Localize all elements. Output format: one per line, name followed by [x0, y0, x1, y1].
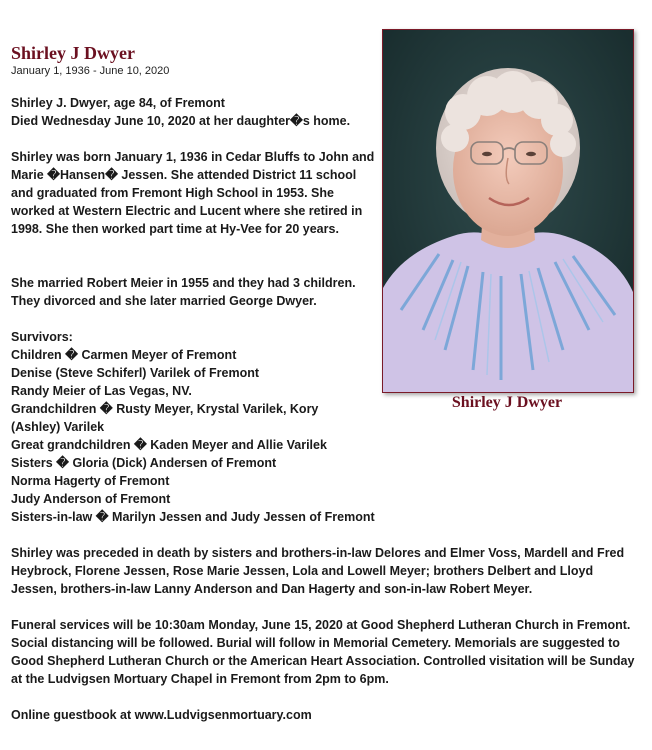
portrait-illustration — [383, 30, 633, 392]
survivor-line: Sisters � Gloria (Dick) Andersen of Fremont — [11, 456, 277, 470]
survivor-line: Children � Carmen Meyer of Fremont — [11, 348, 237, 362]
survivor-line: Denise (Steve Schiferl) Varilek of Fremont — [11, 366, 259, 380]
page-title: Shirley J Dwyer — [11, 43, 135, 63]
marriage-text: She married Robert Meier in 1955 and they had 3 children. They divorced and she later married George Dwyer. — [11, 276, 356, 308]
survivor-line: Randy Meier of Las Vegas, NV. — [11, 384, 192, 398]
survivor-line: Norma Hagerty of Fremont — [11, 474, 170, 488]
biography-text: Shirley was born January 1, 1936 in Cedar Bluffs to John and Marie �Hansen� Jessen. She attended District 11 school and graduated from Fremont High School in 1953. She worked at Western Electric and Lucent where she retired in 1998. She then worked part time at Hy-Vee for 20 years. — [11, 150, 375, 236]
survivor-line: Judy Anderson of Fremont — [11, 492, 171, 506]
services-paragraph — [11, 616, 641, 688]
photo-caption: Shirley J Dwyer — [451, 394, 563, 411]
survivors-section — [11, 328, 376, 526]
intro-paragraph — [11, 94, 376, 130]
life-dates: January 1, 1936 - June 10, 2020 — [11, 65, 170, 77]
preceded-paragraph — [11, 544, 641, 598]
marriage-paragraph — [11, 274, 376, 310]
survivor-line: Great grandchildren � Kaden Meyer and Allie Varilek — [11, 438, 327, 452]
survivors-heading: Survivors: — [11, 330, 73, 344]
guestbook-link[interactable]: Online guestbook at www.Ludvigsenmortuary.com — [11, 708, 312, 722]
preceded-text: Shirley was preceded in death by sisters and brothers-in-law Delores and Elmer Voss, Mardell and Fred Heybrock, Florene Jessen, Rose Marie Jessen, Lola and Lowell Meyer; brothers Delbert and Lloyd Jessen, brothers-in-law Lanny Anderson and Dan Hagerty and son-in-law Robert Meyer. — [11, 546, 625, 596]
portrait-photo — [382, 29, 634, 393]
survivor-line: Grandchildren � Rusty Meyer, Krystal Varilek, Kory (Ashley) Varilek — [11, 402, 319, 434]
biography-paragraph — [11, 148, 376, 238]
intro-line: Shirley J. Dwyer, age 84, of Fremont — [11, 96, 225, 110]
survivor-line: Sisters-in-law � Marilyn Jessen and Judy Jessen of Fremont — [11, 510, 375, 524]
guestbook-paragraph — [11, 706, 641, 724]
intro-line: Died Wednesday June 10, 2020 at her daughter�s home. — [11, 114, 351, 128]
services-text: Funeral services will be 10:30am Monday, June 15, 2020 at Good Shepherd Lutheran Church in Fremont. Social distancing will be followed. Burial will follow in Memorial Cemetery. Memorials are suggested to Good Shepherd Lutheran Church or the American Heart Association. Controlled visitation will be Sunday at the Ludvigsen Mortuary Chapel in Fremont from 2pm to 6pm. — [11, 618, 635, 686]
